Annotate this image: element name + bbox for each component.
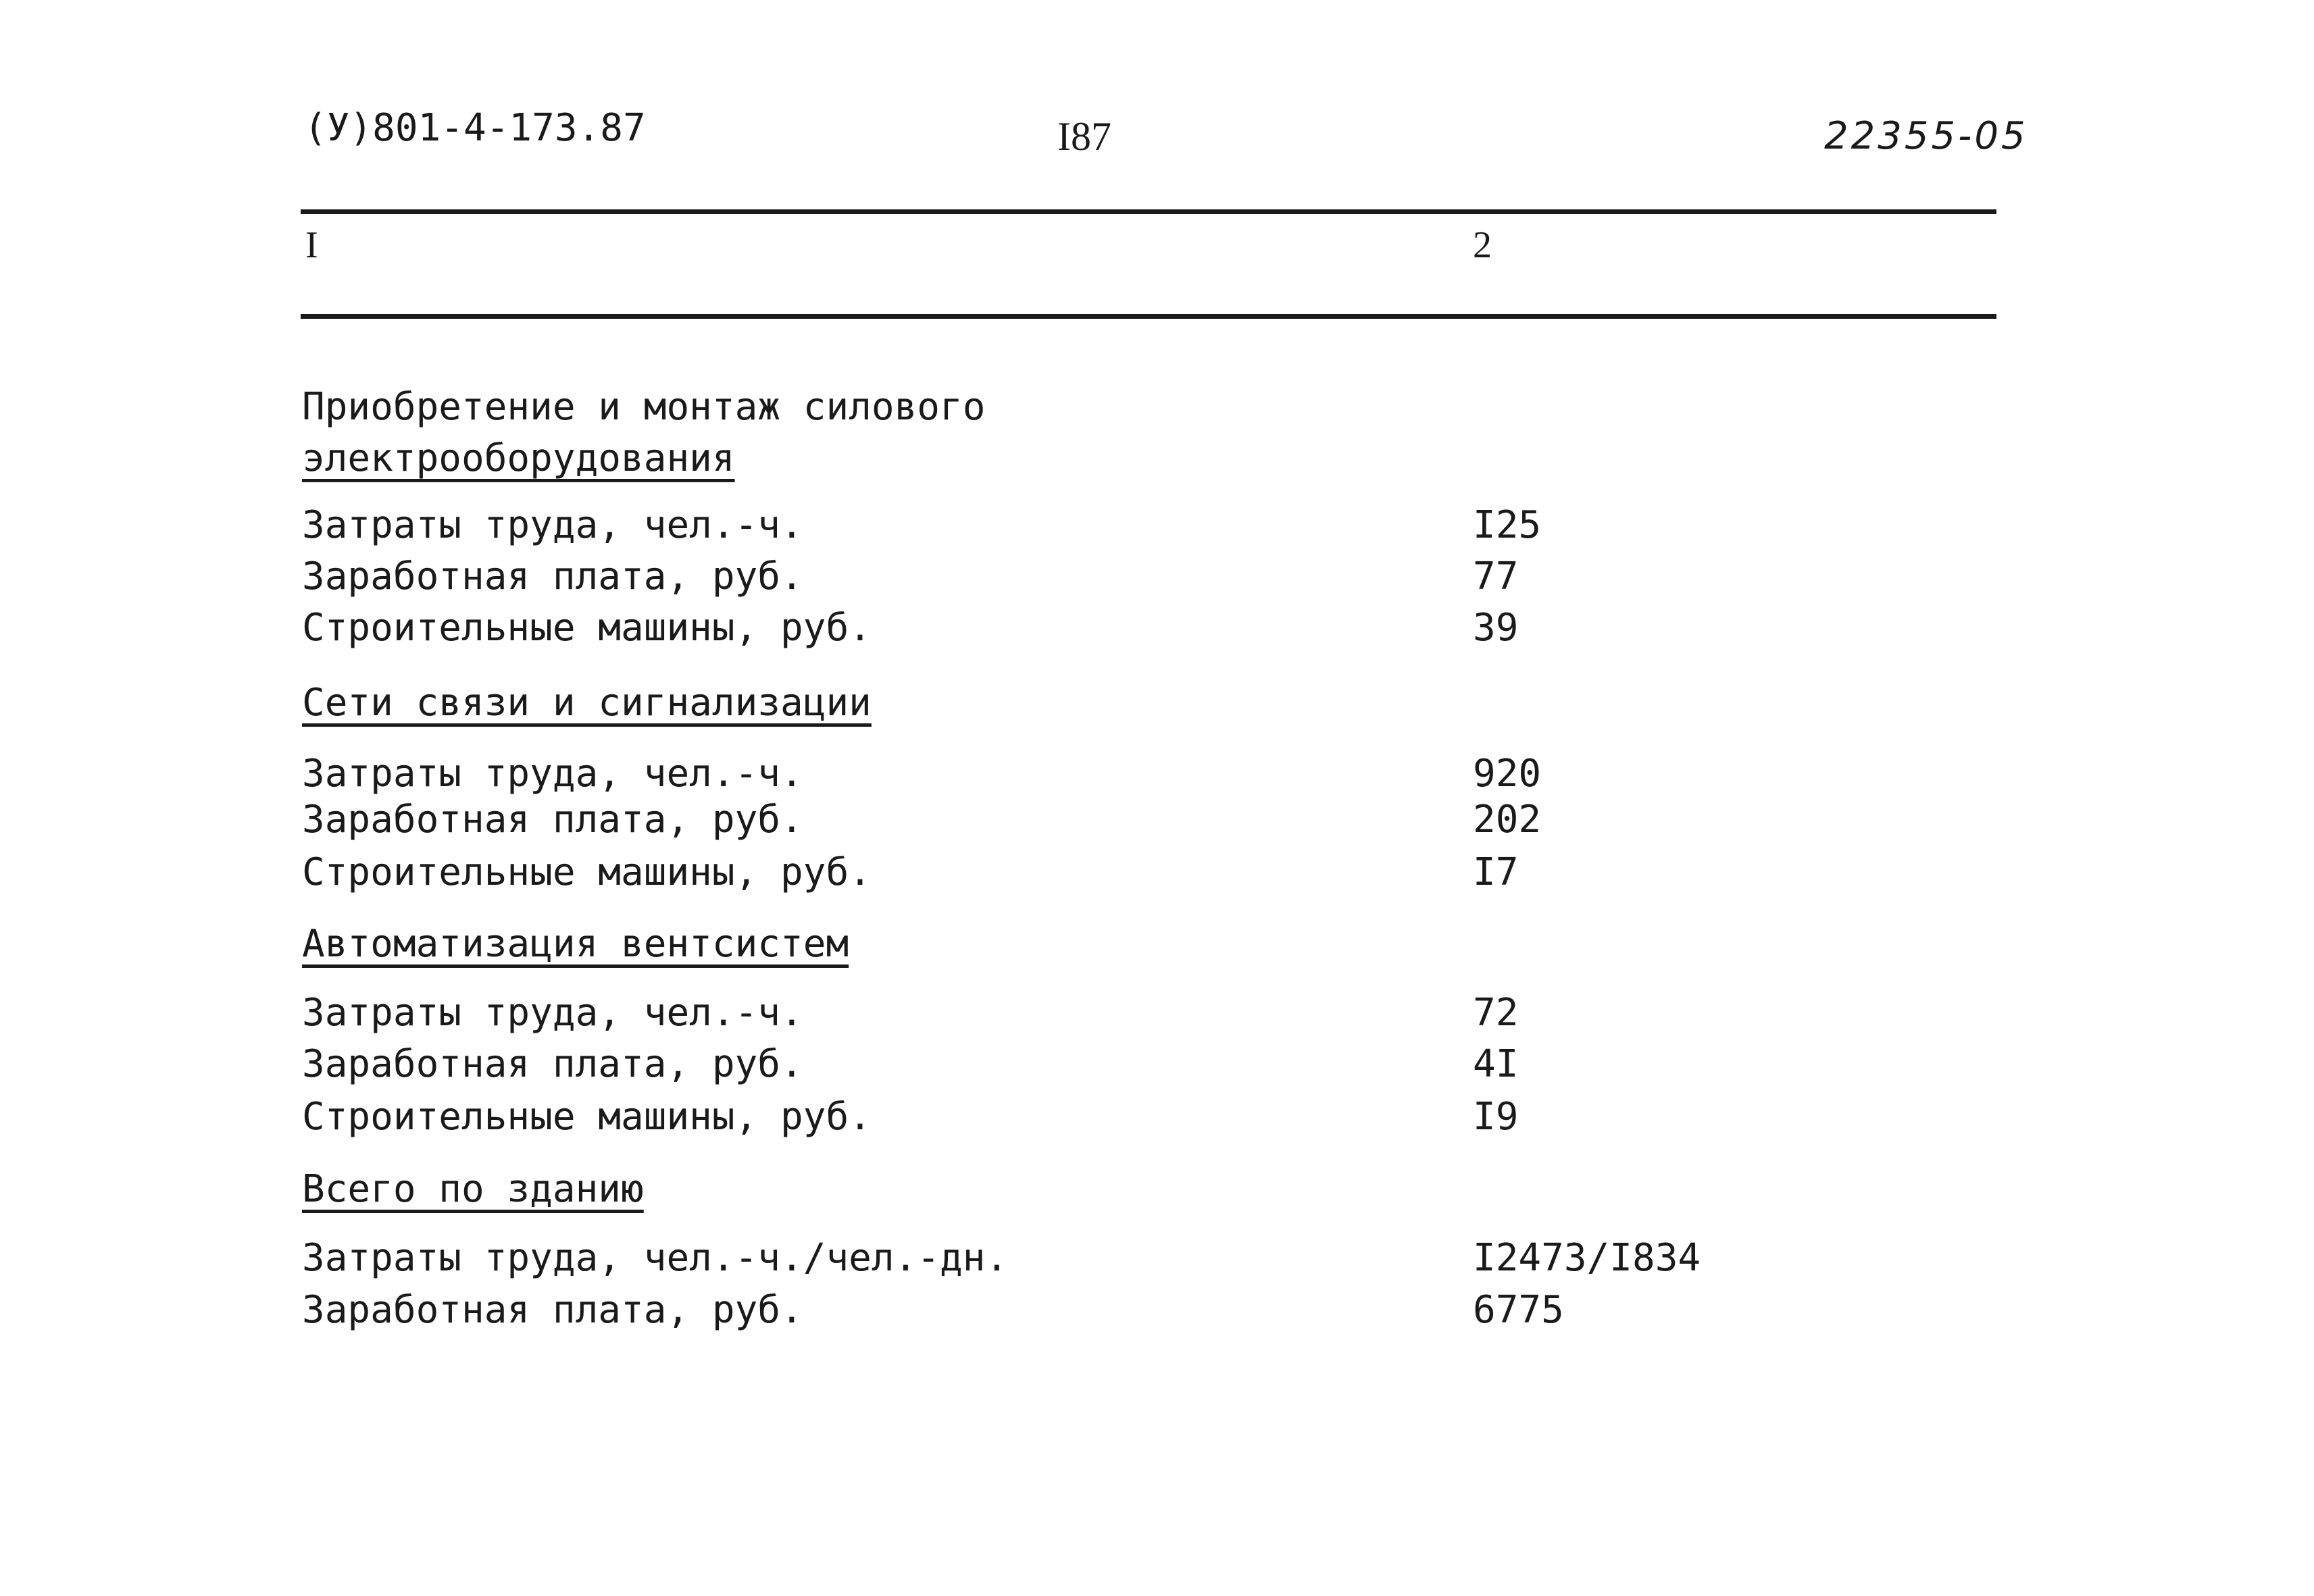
table-top-rule xyxy=(301,209,1996,214)
section-title-line1: Приобретение и монтаж силового xyxy=(302,385,986,429)
row-value: I25 xyxy=(1473,503,1542,547)
row-label: Строительные машины, руб. xyxy=(302,850,872,894)
column-header-2: 2 xyxy=(1473,224,1492,266)
section-title-ventilation-automation: Автоматизация вентсистем xyxy=(302,922,849,966)
row-label: Затраты труда, чел.-ч. xyxy=(302,503,803,547)
row-label: Строительные машины, руб. xyxy=(302,606,872,650)
table-header-rule xyxy=(301,314,1996,319)
row-label: Затраты труда, чел.-ч. xyxy=(302,752,803,796)
row-value: 39 xyxy=(1473,606,1519,650)
row-value: 202 xyxy=(1473,798,1542,842)
row-value: 72 xyxy=(1473,991,1519,1035)
row-value: 920 xyxy=(1473,752,1542,796)
row-value: I9 xyxy=(1473,1095,1519,1139)
row-label: Строительные машины, руб. xyxy=(302,1095,872,1139)
section-title-power-equipment xyxy=(302,382,985,484)
row-label: Заработная плата, руб. xyxy=(302,798,803,842)
document-code: (У)801-4-173.87 xyxy=(304,106,646,150)
section-title-communication: Сети связи и сигнализации xyxy=(302,681,872,725)
inventory-number: 22355-05 xyxy=(1824,114,2028,158)
page-number: I87 xyxy=(1057,114,1111,159)
row-value: I7 xyxy=(1473,850,1519,894)
section-title-building-total: Всего по зданию xyxy=(302,1167,644,1211)
row-label: Заработная плата, руб. xyxy=(302,1042,803,1086)
row-label: Заработная плата, руб. xyxy=(302,555,803,598)
row-value: 77 xyxy=(1473,555,1519,598)
row-value: 4I xyxy=(1473,1042,1519,1086)
row-label: Заработная плата, руб. xyxy=(302,1288,803,1332)
row-label: Затраты труда, чел.-ч. xyxy=(302,991,803,1035)
column-header-1: I xyxy=(305,224,318,266)
row-value: 6775 xyxy=(1473,1288,1564,1332)
row-value: I2473/I834 xyxy=(1473,1236,1701,1280)
row-label: Затраты труда, чел.-ч./чел.-дн. xyxy=(302,1236,1009,1280)
section-title-line2: электрооборудования xyxy=(302,436,735,480)
